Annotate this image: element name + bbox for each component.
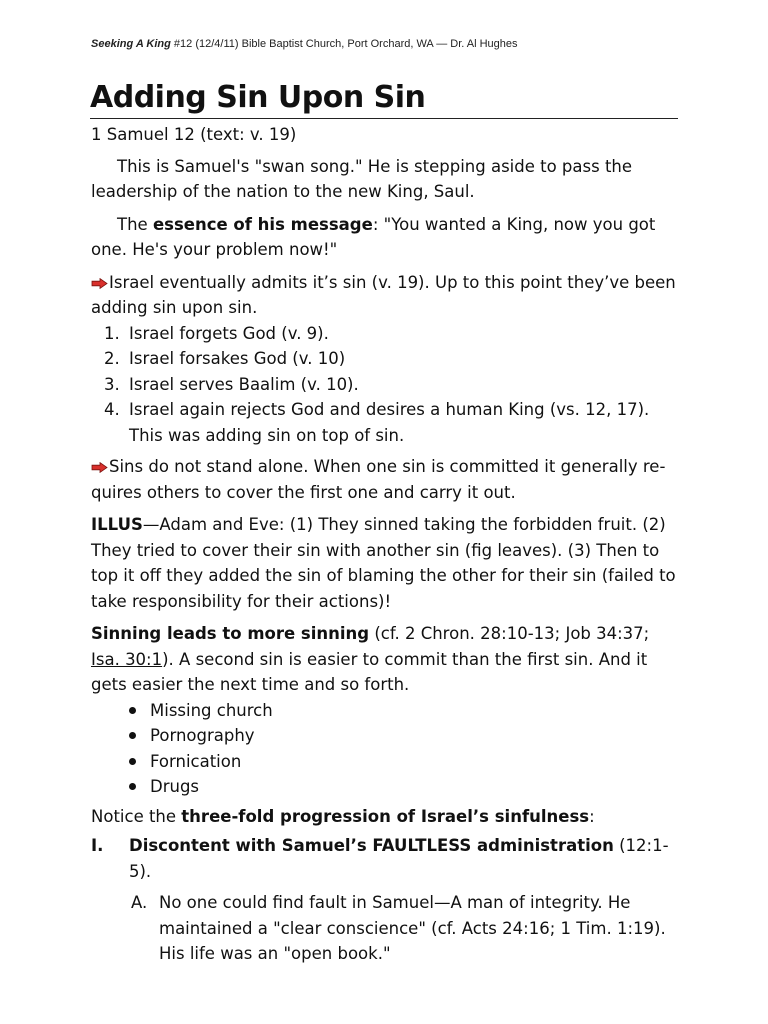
point-sins-not-alone-text: Sins do not stand alone. When one sin is committed it generally requires others to cover the first one and carry it out. [91,457,666,502]
illustration-paragraph [91,512,679,614]
roman-numeral: I. [91,836,104,855]
running-header [91,38,518,50]
list-item-text: Israel forsakes God (v. 10) [129,349,346,368]
sinning-bold: Sinning leads to more sinning [91,624,370,643]
list-number: 1. [104,323,120,343]
essence-bold: essence of his message [152,214,373,234]
sinning-refs: (cf. 2 Chron. 28:10-13; Job 34:37; [369,624,650,643]
list-item [91,397,679,448]
notice-paragraph [91,804,679,830]
essence-rest: : "You wanted a King, now you got one. He's your problem now!" [91,214,656,259]
illus-label: ILLUS [91,515,143,534]
list-item-text: Israel serves Baalim (v. 10). [129,374,359,394]
scripture-reference: 1 Samuel 12 (text: v. 19) [91,125,297,144]
intro-paragraph: This is Samuel's "swan song." He is stepping aside to pass the leadership of the nation to the new King, Saul. [91,156,633,201]
subpoint-a [91,890,679,967]
point-admits-sin-text: Israel eventually admits it’s sin (v. 19). Up to this point they’ve been adding sin upon sin. [91,272,676,317]
sinning-rest: ). A second sin is easier to commit than the first sin. And it gets easier the next time and so forth. [91,649,648,694]
list-number: 3. [104,374,120,394]
section-heading-1 [91,833,679,884]
section-heading-ref: (12:1-5). [129,836,669,881]
notice-suffix: : [589,806,595,826]
point-sins-not-alone [91,454,679,505]
isaiah-link[interactable]: Isa. 30:1 [91,649,163,669]
arrow-shape [92,278,107,288]
bullet-text: Drugs [150,777,200,796]
list-item [91,698,679,724]
sermon-body [91,122,679,967]
list-item [91,346,679,372]
sin-list [91,321,679,449]
bullet-icon [129,783,136,790]
bullet-icon [129,758,136,765]
illus-text: —Adam and Eve: (1) They sinned taking the forbidden fruit. (2) They tried to cover their sin with another sin (fig leaves). (3) Then to top it off they added the sin of blaming the other for their sin (failed to take responsibility for their actions)! [91,515,676,611]
notice-prefix: Notice the [91,806,182,826]
sermon-title: Adding Sin Upon Sin [90,80,426,115]
bullet-text: Missing church [150,700,273,720]
list-item [91,774,679,800]
section-heading-text: Discontent with Samuel’s FAULTLESS administration [129,836,614,855]
list-item [91,723,679,749]
list-item [91,321,679,347]
list-number: 4. [104,400,120,419]
subpoint-letter: A. [131,893,148,912]
bullet-icon [129,732,136,739]
arrow-shape [92,463,107,473]
title-rule [90,118,678,119]
sinning-paragraph [91,621,679,698]
list-item-text: Israel again rejects God and desires a human King (vs. 12, 17). This was adding sin on top of sin. [129,400,650,445]
list-item [91,749,679,775]
point-admits-sin [91,270,679,321]
message-essence-paragraph [91,212,679,263]
header-details: #12 (12/4/11) Bible Baptist Church, Port Orchard, WA — Dr. Al Hughes [170,38,518,50]
subpoint-text: No one could find fault in Samuel—A man of integrity. He maintained a "clear conscience" (cf. Acts 24:16; 1 Tim. 1:19). His life was an "open book." [159,893,666,963]
pointing-arrow-icon [91,462,108,473]
notice-bold: three-fold progression of Israel’s sinfulness [181,806,590,826]
bullet-text: Pornography [150,726,255,745]
essence-prefix: The [117,214,153,234]
series-title: Seeking A King [91,38,171,50]
bullet-text: Fornication [150,751,242,771]
list-item [91,372,679,398]
bullet-list [91,698,679,800]
list-number: 2. [104,349,120,368]
pointing-arrow-icon [91,278,108,289]
bullet-icon [129,707,136,714]
list-item-text: Israel forgets God (v. 9). [129,323,329,343]
